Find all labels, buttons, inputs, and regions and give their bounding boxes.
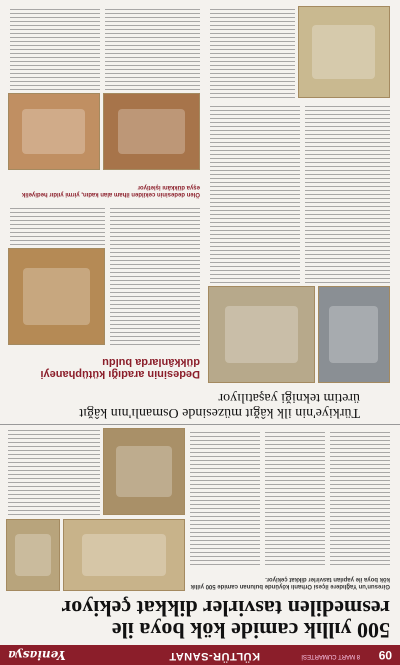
article-body-col3 <box>190 430 260 565</box>
library-body-col2 <box>10 205 105 245</box>
article-headline-paper-museum: Türkiye'nin ilk kâğıt müzesinde Osmanlı'nın kâğıt üretim tekniği yaşatılıyor <box>79 390 360 420</box>
section-divider <box>0 424 400 425</box>
library-body-col1 <box>110 205 200 345</box>
paper-craft-photo <box>298 6 390 98</box>
article-subhead-mosque: Giresun'un Yağlıdere ilçesi Orhanlı köyünde bulunan camide 500 yıllık kök boya ile yapılan tasvirler dikkat çekiyor. <box>190 576 390 589</box>
mosque-detail-photo <box>6 519 60 591</box>
article-body-col2 <box>265 430 325 565</box>
gift-body-col2 <box>10 8 100 90</box>
article-headline-mosque: 500 yıllık camide kök boya ile resmedilen tasvirler dikkat çekiyor <box>61 596 390 643</box>
wall-painting-photo <box>103 428 185 515</box>
paper-museum-photo-1 <box>318 286 390 383</box>
paper-museum-photo-2 <box>208 286 315 383</box>
page-number: 09 <box>378 648 392 662</box>
section-title: KÜLTÜR-SANAT <box>168 650 260 662</box>
gift-shop-photo-2 <box>8 93 100 170</box>
article-headline-library: Dedesinin aradığı kütüphaneyi dükkânlarda buldu <box>40 356 200 380</box>
mosque-interior-photo <box>63 519 185 591</box>
issue-date: 8 MART CUMARTESİ <box>301 653 360 659</box>
article-body-col4 <box>8 430 100 515</box>
library-shop-photo <box>8 248 105 345</box>
museum-body-col3 <box>210 8 295 98</box>
page-header <box>0 645 400 665</box>
gift-body-col1 <box>105 8 200 90</box>
museum-body-col1 <box>305 103 390 283</box>
gift-shop-photo-1 <box>103 93 200 170</box>
article-headline-gift-shop: Ölen dedesinin cekilden ilham alan kadın, yirmi yıldır hediyelik eşya dükkânı işletiyor <box>21 184 200 197</box>
museum-body-col2 <box>210 103 300 283</box>
newspaper-logo: Yeniasya <box>8 648 66 662</box>
article-body-col1 <box>330 430 390 565</box>
